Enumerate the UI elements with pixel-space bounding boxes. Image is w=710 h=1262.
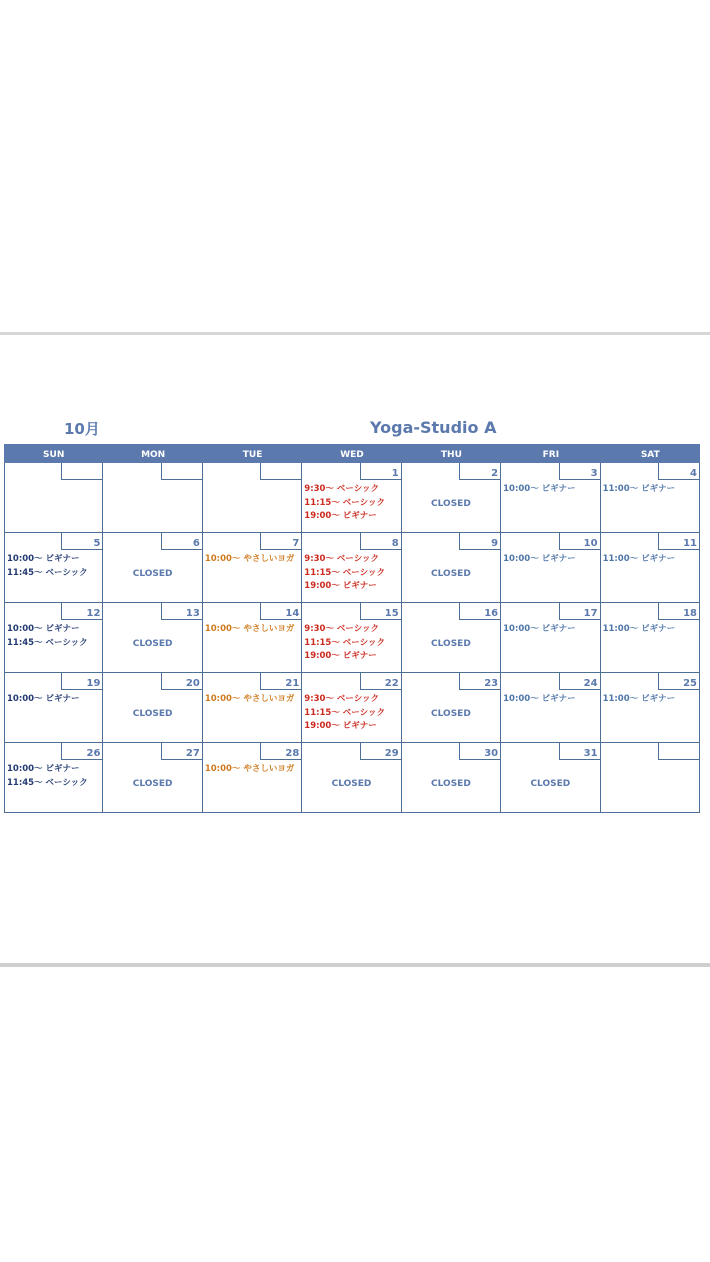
class-entry: 11:45～ ベーシック	[7, 637, 88, 648]
date-number: 2	[491, 468, 499, 479]
date-number: 8	[391, 538, 399, 549]
weekday-header-thu: THU	[402, 444, 501, 463]
day-cell	[4, 463, 103, 533]
class-schedule	[205, 553, 295, 567]
class-schedule	[205, 623, 295, 637]
class-schedule	[603, 483, 676, 497]
class-entry: 10:00～ ビギナー	[7, 694, 80, 704]
class-entry: 10:00～ やさしいヨガ	[204, 764, 295, 774]
class-schedule	[304, 483, 385, 524]
date-number: 31	[583, 748, 598, 759]
day-cell	[203, 673, 302, 743]
class-schedule	[603, 623, 676, 637]
class-entry: 11:15～ ベーシック	[304, 637, 385, 648]
class-entry: 9:30～ ベーシック	[304, 554, 380, 564]
day-cell	[402, 533, 501, 603]
class-entry: 19:00～ ビギナー	[304, 581, 377, 591]
class-entry: 19:00～ ビギナー	[304, 721, 377, 731]
class-entry: 10:00～ やさしいヨガ	[204, 554, 295, 564]
class-entry: 11:00～ ビギナー	[602, 624, 676, 634]
weekday-header-wed: WED	[302, 444, 401, 463]
day-cell	[501, 603, 600, 673]
date-number: 7	[292, 538, 300, 549]
day-cell	[4, 533, 103, 603]
day-cell	[402, 673, 501, 743]
day-cell	[601, 533, 700, 603]
weekday-header-fri: FRI	[501, 444, 600, 463]
date-number: 25	[683, 678, 697, 689]
weekday-header-mon: MON	[103, 444, 202, 463]
class-entry: 9:30～ ベーシック	[304, 624, 380, 634]
date-tab	[161, 463, 203, 480]
closed-label: CLOSED	[132, 569, 173, 579]
date-number: 18	[683, 608, 697, 619]
class-entry: 19:00～ ビギナー	[304, 511, 377, 521]
class-schedule	[304, 693, 385, 734]
day-cell	[103, 673, 202, 743]
date-number: 30	[484, 748, 499, 759]
date-number: 12	[86, 608, 101, 619]
date-number: 3	[590, 468, 598, 479]
closed-label: CLOSED	[431, 639, 471, 649]
closed-label: CLOSED	[431, 779, 471, 789]
class-schedule	[7, 553, 88, 580]
day-cell	[501, 463, 600, 533]
date-number: 14	[285, 608, 300, 619]
class-entry: 9:30～ ベーシック	[304, 484, 380, 494]
top-divider	[0, 332, 710, 335]
class-schedule	[304, 553, 385, 594]
day-cell	[302, 603, 401, 673]
day-cell	[501, 533, 600, 603]
class-entry: 10:00～ ビギナー	[503, 484, 576, 494]
closed-label: CLOSED	[132, 779, 173, 789]
date-number: 17	[583, 608, 598, 619]
day-cell	[302, 533, 401, 603]
day-cell	[302, 463, 401, 533]
date-number: 24	[583, 678, 598, 689]
date-tab	[260, 463, 302, 480]
date-number: 5	[93, 538, 101, 549]
closed-label: CLOSED	[431, 569, 471, 579]
day-cell	[601, 743, 700, 813]
date-tab	[658, 743, 700, 760]
date-number: 13	[185, 608, 200, 619]
date-number: 21	[285, 678, 300, 689]
class-schedule	[304, 623, 385, 664]
date-number: 6	[192, 538, 200, 549]
date-number: 4	[690, 468, 697, 479]
day-cell	[501, 743, 600, 813]
day-cell	[601, 603, 700, 673]
class-entry: 10:00～ ビギナー	[503, 694, 576, 704]
studio-title: Yoga-Studio A	[370, 418, 497, 437]
class-schedule	[503, 483, 576, 497]
class-schedule	[503, 553, 576, 567]
date-number: 22	[384, 678, 399, 689]
weekday-header-tue: TUE	[203, 444, 302, 463]
class-schedule	[603, 553, 676, 567]
date-number: 1	[391, 468, 399, 479]
class-entry: 11:45～ ベーシック	[7, 567, 88, 578]
day-cell	[302, 673, 401, 743]
month-label: 10月	[64, 420, 100, 438]
day-cell	[203, 533, 302, 603]
day-cell	[103, 743, 202, 813]
day-cell	[103, 603, 202, 673]
class-entry: 11:00～ ビギナー	[602, 554, 676, 564]
day-cell	[402, 603, 501, 673]
day-cell	[203, 603, 302, 673]
class-schedule	[503, 623, 576, 637]
day-cell	[4, 673, 103, 743]
day-cell	[103, 463, 202, 533]
closed-label: CLOSED	[132, 639, 173, 649]
date-number: 19	[86, 678, 101, 689]
class-entry: 10:00～ ビギナー	[503, 554, 576, 564]
day-cell	[501, 673, 600, 743]
bottom-divider	[0, 963, 710, 967]
date-number: 15	[384, 608, 399, 619]
date-number: 16	[484, 608, 499, 619]
class-schedule	[503, 693, 576, 707]
closed-label: CLOSED	[331, 779, 372, 789]
date-number: 28	[285, 748, 300, 759]
weekday-header-sat: SAT	[601, 444, 700, 463]
class-entry: 9:30～ ベーシック	[304, 694, 380, 704]
class-entry: 10:00～ ビギナー	[7, 554, 80, 564]
date-number: 23	[484, 678, 499, 689]
class-schedule	[205, 693, 295, 707]
calendar-grid	[4, 444, 700, 813]
closed-label: CLOSED	[431, 709, 471, 719]
date-number: 27	[185, 748, 200, 759]
day-cell	[601, 673, 700, 743]
weekday-header-sun: SUN	[4, 444, 103, 463]
day-cell	[203, 463, 302, 533]
date-number: 26	[86, 748, 101, 759]
date-number: 29	[384, 748, 399, 759]
class-entry: 10:00～ ビギナー	[7, 764, 80, 774]
class-entry: 10:00～ やさしいヨガ	[204, 624, 295, 634]
day-cell	[103, 533, 202, 603]
class-entry: 11:15～ ベーシック	[304, 707, 385, 718]
class-schedule	[205, 763, 295, 777]
class-entry: 11:15～ ベーシック	[304, 497, 385, 508]
day-cell	[402, 463, 501, 533]
class-entry: 11:15～ ベーシック	[304, 567, 385, 578]
class-entry: 11:00～ ビギナー	[602, 484, 676, 494]
class-entry: 11:00～ ビギナー	[602, 694, 676, 704]
class-schedule	[7, 623, 88, 650]
date-tab	[61, 463, 103, 480]
day-cell	[601, 463, 700, 533]
date-number: 11	[683, 538, 697, 549]
class-entry: 11:45～ ベーシック	[7, 777, 88, 788]
class-schedule	[7, 763, 88, 790]
closed-label: CLOSED	[132, 709, 173, 719]
class-schedule	[603, 693, 676, 707]
day-cell	[203, 743, 302, 813]
date-number: 20	[185, 678, 200, 689]
class-entry: 10:00～ やさしいヨガ	[204, 694, 295, 704]
day-cell	[4, 603, 103, 673]
class-entry: 10:00～ ビギナー	[7, 624, 80, 634]
class-entry: 19:00～ ビギナー	[304, 651, 377, 661]
date-number: 10	[583, 538, 598, 549]
closed-label: CLOSED	[530, 779, 571, 789]
date-number: 9	[491, 538, 499, 549]
closed-label: CLOSED	[431, 499, 471, 509]
day-cell	[402, 743, 501, 813]
day-cell	[4, 743, 103, 813]
class-entry: 10:00～ ビギナー	[503, 624, 576, 634]
class-schedule	[7, 693, 80, 707]
day-cell	[302, 743, 401, 813]
